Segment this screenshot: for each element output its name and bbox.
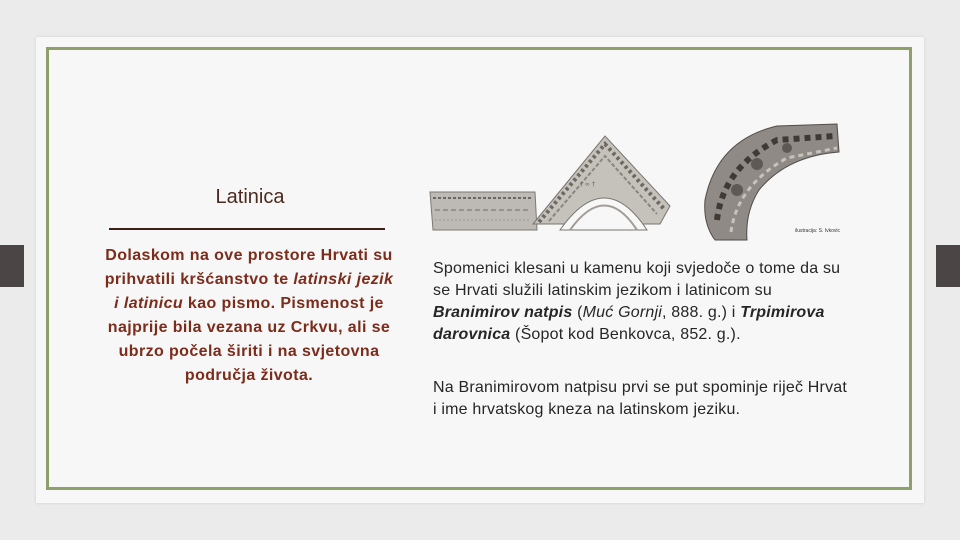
branimir-inscription-image (425, 126, 673, 244)
right-p1-place: Muć Gornji (582, 304, 662, 321)
branimir-inscription-name: Branimirov natpis (433, 304, 573, 321)
right-paragraph-2: Na Branimirovom natpisu prvi se put spominje riječ Hrvat i ime hrvatskog kneza na latinskom jeziku. (433, 379, 848, 418)
right-paragraph-1 (433, 258, 848, 346)
right-p1-text-b: ( (572, 304, 583, 321)
trpimir-charter-name: Trpimirova darovnica (433, 304, 825, 343)
left-text-part2: kao pismo. Pismenost je najprije bila vezana uz Crkvu, ali se ubrzo počela širiti i na svjetovna područja života. (107, 295, 391, 384)
title-underline (109, 228, 385, 230)
left-paragraph (104, 244, 394, 388)
right-p1-text-d: (Šopot kod Benkovca, 852. g.). (510, 326, 741, 343)
slide-title: Latinica (215, 186, 285, 208)
left-text-part1: Dolaskom na ove prostore Hrvati su prihvatili kršćanstvo te (104, 247, 393, 288)
right-p1-text-c: , 888. g.) i (661, 304, 741, 321)
svg-text:† ∞ †: † ∞ † (580, 181, 595, 188)
photo-caption: ilustracija: S. Ivkovic (795, 228, 841, 234)
right-p1-text-a: Spomenici klesani u kamenu koji svjedoče o tome da su se Hrvati služili latinskim jezikom i latinicom su (433, 260, 841, 299)
stone-fragment-image (697, 120, 843, 244)
left-side-tab (0, 245, 24, 287)
left-text-italic: latinski jezik i latinicu (114, 271, 394, 312)
right-side-tab (936, 245, 960, 287)
